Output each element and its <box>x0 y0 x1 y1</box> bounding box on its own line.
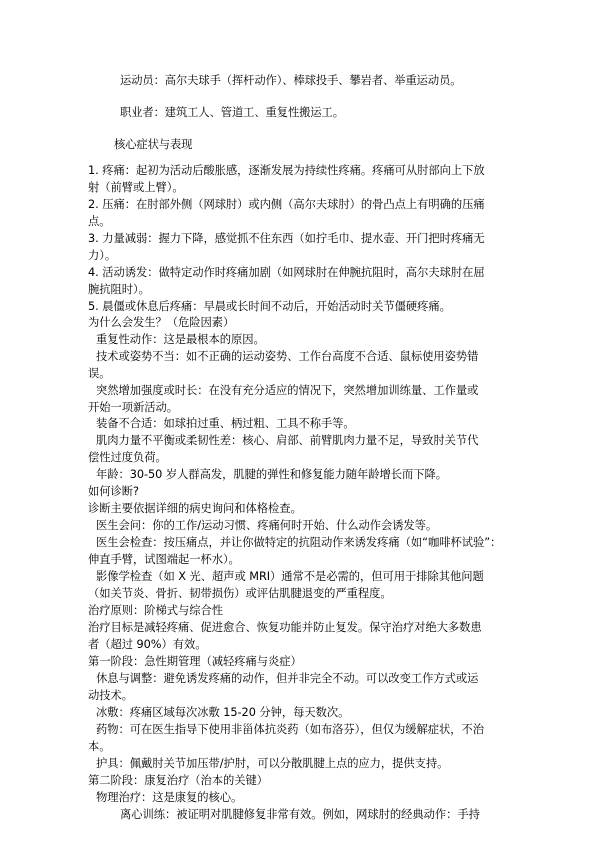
section-heading-stage-two: 第二阶段：康复治疗（治本的关键） <box>88 774 268 787</box>
text-line: 腕抗阻时）。 <box>88 283 150 296</box>
section-heading-stage-one: 第一阶段：急性期管理（减轻疼痛与炎症） <box>88 655 302 668</box>
text-line: 点。 <box>88 215 111 228</box>
text-line: 动技术。 <box>88 689 133 702</box>
text-line: 者（超过 90%）有效。 <box>88 638 207 651</box>
text-line: 伸直手臂，试图端起一杯水）。 <box>88 553 240 566</box>
text-line: 影像学检查（如 X 光、超声或 MRI）通常不是必需的，但可用于排除其他问题 <box>96 570 484 583</box>
text-line: 治疗目标是减轻疼痛、促进愈合、恢复功能并防止复发。保守治疗对绝大多数患 <box>88 621 482 634</box>
text-line: 医生会问：你的工作/运动习惯、疼痛何时开始、什么动作会诱发等。 <box>96 519 438 532</box>
text-line: 2. 压痛：在肘部外侧（网球肘）或内侧（高尔夫球肘）的骨凸点上有明确的压痛 <box>88 198 485 211</box>
text-line: 误。 <box>88 367 111 380</box>
text-line: 1. 疼痛：起初为活动后酸胀感，逐渐发展为持续性疼痛。疼痛可从肘部向上下放 <box>88 164 485 177</box>
section-heading-symptoms: 核心症状与表现 <box>114 138 193 151</box>
section-heading-treatment: 治疗原则：阶梯式与综合性 <box>88 604 223 617</box>
text-line: 物理治疗：这是康复的核心。 <box>96 791 243 804</box>
text-line: 装备不合适：如球拍过重、柄过粗、工具不称手等。 <box>96 417 355 430</box>
text-line: 休息与调整：避免诱发疼痛的动作，但并非完全不动。可以改变工作方式或运 <box>96 672 479 685</box>
text-line: 医生会检查：按压痛点，并让你做特定的抗阻动作来诱发疼痛（如“咖啡杯试验”： <box>96 536 502 549</box>
section-heading-diagnosis: 如何诊断? <box>88 485 139 498</box>
text-line: 药物：可在医生指导下使用非甾体抗炎药（如布洛芬），但仅为缓解症状，不治 <box>96 723 484 736</box>
text-line: 偿性过度负荷。 <box>88 451 167 464</box>
text-line: 离心训练：被证明对肌腱修复非常有效。例如，网球肘的经典动作：手持 <box>120 808 480 821</box>
text-line: 技术或姿势不当：如不正确的运动姿势、工作台高度不合适、鼠标使用姿势错 <box>96 350 479 363</box>
section-heading-risk-factors: 为什么会发生？（危险因素） <box>88 316 235 329</box>
text-line: 射（前臂或上臂）。 <box>88 181 184 194</box>
text-line-athletes: 运动员：高尔夫球手（挥杆动作）、棒球投手、攀岩者、举重运动员。 <box>120 74 462 87</box>
text-line: 护具：佩戴肘关节加压带/护肘，可以分散肌腱上点的应力，提供支持。 <box>96 757 449 770</box>
text-line: 重复性动作：这是最根本的原因。 <box>96 333 265 346</box>
text-line: 肌肉力量不平衡或柔韧性差：核心、肩部、前臂肌肉力量不足，导致肘关节代 <box>96 434 479 447</box>
text-line: 年龄：30-50 岁人群高发，肌腱的弹性和修复能力随年龄增长而下降。 <box>96 468 448 481</box>
text-line: 开始一项新活动。 <box>88 401 178 414</box>
text-line: 冰敷：疼痛区域每次冰敷 15-20 分钟，每天数次。 <box>96 706 350 719</box>
text-line: 4. 活动诱发：做特定动作时疼痛加剧（如网球肘在伸腕抗阻时，高尔夫球肘在屈 <box>88 266 485 279</box>
text-line: 3. 力量减弱：握力下降，感觉抓不住东西（如拧毛巾、提水壶、开门把时疼痛无 <box>88 232 485 245</box>
text-line: 本。 <box>88 740 111 753</box>
text-line: 5. 晨僵或休息后疼痛：早晨或长时间不动后，开始活动时关节僵硬疼痛。 <box>88 300 451 313</box>
text-line: （如关节炎、骨折、韧带损伤）或评估肌腱退变的严重程度。 <box>88 587 392 600</box>
text-line: 力）。 <box>88 249 117 262</box>
text-line-occupations: 职业者：建筑工人、管道工、重复性搬运工。 <box>120 106 344 119</box>
text-line: 突然增加强度或时长：在没有充分适应的情况下，突然增加训练量、工作量或 <box>96 384 479 397</box>
text-line: 诊断主要依据详细的病史询问和体格检查。 <box>88 502 302 515</box>
